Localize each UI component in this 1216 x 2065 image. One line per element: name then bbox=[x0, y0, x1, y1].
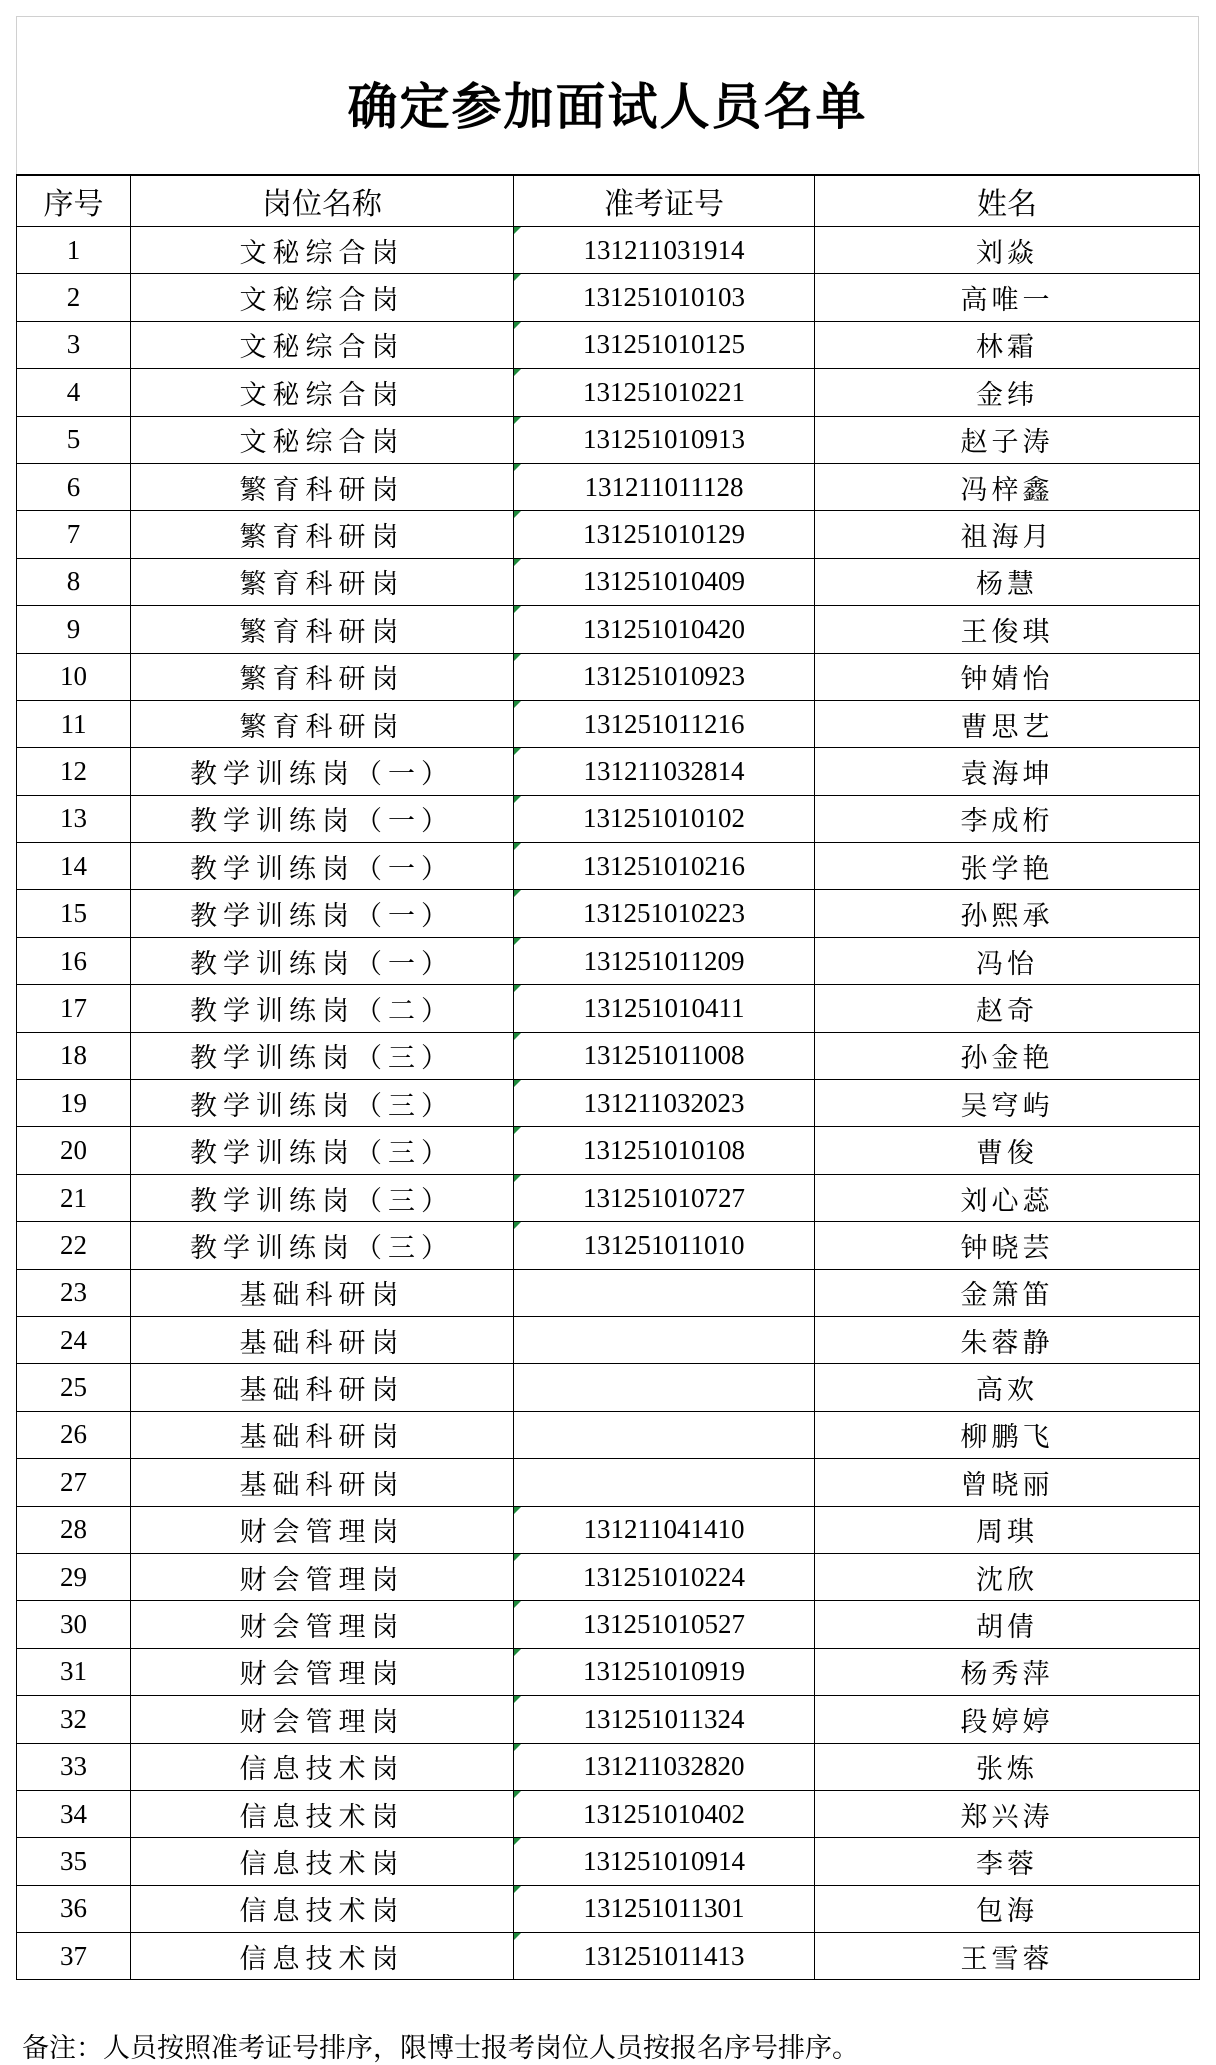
cell-exam-id[interactable] bbox=[514, 1174, 815, 1221]
text-number-marker-icon bbox=[514, 1175, 521, 1182]
cell-exam-id[interactable] bbox=[514, 1553, 815, 1600]
cell-position[interactable]: 基础科研岗 bbox=[131, 1411, 514, 1458]
cell-position[interactable]: 文秘综合岗 bbox=[131, 416, 514, 463]
cell-name[interactable]: 钟婧怡 bbox=[815, 653, 1200, 700]
cell-exam-id[interactable] bbox=[514, 558, 815, 605]
exam-id-text: 131211032023 bbox=[583, 1087, 745, 1118]
exam-id-text: 131251011216 bbox=[583, 708, 745, 739]
cell-name[interactable]: 王俊琪 bbox=[815, 606, 1200, 653]
page-title: 确定参加面试人员名单 bbox=[347, 77, 868, 136]
cell-name[interactable]: 杨慧 bbox=[815, 558, 1200, 605]
cell-position[interactable]: 繁育科研岗 bbox=[131, 606, 514, 653]
cell-name[interactable]: 金箫笛 bbox=[815, 1269, 1200, 1316]
cell-name[interactable]: 郑兴涛 bbox=[815, 1790, 1200, 1837]
cell-seq[interactable]: 10 bbox=[17, 653, 131, 700]
exam-id-text: 131251011413 bbox=[583, 1940, 745, 1971]
cell-name[interactable]: 高唯一 bbox=[815, 274, 1200, 321]
cell-exam-id[interactable] bbox=[514, 463, 815, 510]
cell-seq[interactable]: 29 bbox=[17, 1553, 131, 1600]
table-row bbox=[17, 1316, 1200, 1363]
footnote: 备注：人员按照准考证号排序，限博士报考岗位人员按报名序号排序。 bbox=[22, 2033, 859, 2064]
cell-seq[interactable]: 20 bbox=[17, 1127, 131, 1174]
table-row bbox=[17, 1127, 1200, 1174]
cell-seq[interactable]: 25 bbox=[17, 1364, 131, 1411]
exam-id-text: 131251010224 bbox=[583, 1561, 745, 1592]
table-body bbox=[17, 227, 1200, 1980]
cell-name[interactable]: 高欢 bbox=[815, 1364, 1200, 1411]
cell-name[interactable]: 曹思艺 bbox=[815, 700, 1200, 747]
cell-seq[interactable]: 23 bbox=[17, 1269, 131, 1316]
table-row bbox=[17, 416, 1200, 463]
text-number-marker-icon bbox=[514, 1933, 521, 1940]
text-number-marker-icon bbox=[514, 1838, 521, 1845]
cell-exam-id[interactable] bbox=[514, 653, 815, 700]
cell-name[interactable]: 孙熙承 bbox=[815, 890, 1200, 937]
table-row bbox=[17, 890, 1200, 937]
cell-exam-id[interactable] bbox=[514, 1316, 815, 1363]
text-number-marker-icon bbox=[514, 1080, 521, 1087]
exam-id-text: 131251010221 bbox=[583, 376, 745, 407]
cell-seq[interactable]: 3 bbox=[17, 321, 131, 368]
cell-seq[interactable]: 26 bbox=[17, 1411, 131, 1458]
text-number-marker-icon bbox=[514, 985, 521, 992]
exam-id-text: 131211041410 bbox=[583, 1514, 745, 1545]
table-row bbox=[17, 1222, 1200, 1269]
cell-position[interactable]: 文秘综合岗 bbox=[131, 321, 514, 368]
table-row bbox=[17, 1838, 1200, 1885]
table-row bbox=[17, 748, 1200, 795]
exam-id-text: 131251010125 bbox=[583, 329, 745, 360]
table-header-row bbox=[17, 175, 1200, 227]
cell-position[interactable]: 教学训练岗（一） bbox=[131, 748, 514, 795]
table-row bbox=[17, 1032, 1200, 1079]
text-number-marker-icon bbox=[514, 322, 521, 329]
table-row bbox=[17, 985, 1200, 1032]
cell-seq[interactable]: 5 bbox=[17, 416, 131, 463]
table-row bbox=[17, 1601, 1200, 1648]
text-number-marker-icon bbox=[514, 938, 521, 945]
text-number-marker-icon bbox=[514, 1744, 521, 1751]
text-number-marker-icon bbox=[514, 748, 521, 755]
cell-seq[interactable]: 33 bbox=[17, 1743, 131, 1790]
cell-exam-id[interactable] bbox=[514, 274, 815, 321]
cell-exam-id[interactable] bbox=[514, 1032, 815, 1079]
cell-name[interactable]: 曾晓丽 bbox=[815, 1459, 1200, 1506]
table-row bbox=[17, 937, 1200, 984]
cell-exam-id[interactable] bbox=[514, 795, 815, 842]
cell-seq[interactable]: 9 bbox=[17, 606, 131, 653]
text-number-marker-icon bbox=[514, 559, 521, 566]
cell-name[interactable]: 祖海月 bbox=[815, 511, 1200, 558]
exam-id-text: 131211032814 bbox=[583, 755, 745, 786]
cell-position[interactable]: 信息技术岗 bbox=[131, 1933, 514, 1980]
text-number-marker-icon bbox=[514, 417, 521, 424]
cell-position[interactable]: 教学训练岗（一） bbox=[131, 937, 514, 984]
exam-id-text: 131251010914 bbox=[583, 1845, 745, 1876]
table-row bbox=[17, 1553, 1200, 1600]
text-number-marker-icon bbox=[514, 1554, 521, 1561]
cell-name[interactable]: 钟晓芸 bbox=[815, 1222, 1200, 1269]
cell-position[interactable]: 基础科研岗 bbox=[131, 1364, 514, 1411]
text-number-marker-icon bbox=[514, 606, 521, 613]
exam-id-text: 131211032820 bbox=[583, 1751, 745, 1782]
exam-id-text: 131251010402 bbox=[583, 1798, 745, 1829]
cell-name[interactable]: 朱蓉静 bbox=[815, 1316, 1200, 1363]
cell-exam-id[interactable] bbox=[514, 1411, 815, 1458]
text-number-marker-icon bbox=[514, 464, 521, 471]
exam-id-text: 131251011010 bbox=[583, 1229, 745, 1260]
cell-position[interactable]: 财会管理岗 bbox=[131, 1553, 514, 1600]
cell-exam-id[interactable] bbox=[514, 369, 815, 416]
cell-name[interactable]: 胡倩 bbox=[815, 1601, 1200, 1648]
table-row bbox=[17, 1885, 1200, 1932]
cell-exam-id[interactable] bbox=[514, 1222, 815, 1269]
cell-position[interactable]: 基础科研岗 bbox=[131, 1459, 514, 1506]
cell-name[interactable]: 沈欣 bbox=[815, 1553, 1200, 1600]
exam-id-text: 131251010923 bbox=[583, 661, 745, 692]
table-row bbox=[17, 1696, 1200, 1743]
exam-id-text: 131251011301 bbox=[583, 1893, 745, 1924]
table-row bbox=[17, 843, 1200, 890]
table-row bbox=[17, 1364, 1200, 1411]
text-number-marker-icon bbox=[514, 1649, 521, 1656]
cell-exam-id[interactable] bbox=[514, 1601, 815, 1648]
cell-position[interactable]: 教学训练岗（一） bbox=[131, 890, 514, 937]
cell-name[interactable]: 吴穹屿 bbox=[815, 1080, 1200, 1127]
cell-seq[interactable]: 37 bbox=[17, 1933, 131, 1980]
cell-position[interactable]: 财会管理岗 bbox=[131, 1601, 514, 1648]
cell-name[interactable]: 段婷婷 bbox=[815, 1696, 1200, 1743]
cell-exam-id[interactable] bbox=[514, 890, 815, 937]
cell-name[interactable]: 金纬 bbox=[815, 369, 1200, 416]
cell-name[interactable]: 刘心蕊 bbox=[815, 1174, 1200, 1221]
cell-position[interactable]: 基础科研岗 bbox=[131, 1269, 514, 1316]
cell-seq[interactable]: 14 bbox=[17, 843, 131, 890]
spreadsheet-sheet bbox=[16, 16, 1199, 2064]
cell-seq[interactable]: 19 bbox=[17, 1080, 131, 1127]
cell-exam-id[interactable] bbox=[514, 1885, 815, 1932]
table-row bbox=[17, 369, 1200, 416]
cell-exam-id[interactable] bbox=[514, 606, 815, 653]
table-row bbox=[17, 1269, 1200, 1316]
cell-name[interactable]: 王雪蓉 bbox=[815, 1933, 1200, 1980]
cell-name[interactable]: 孙金艳 bbox=[815, 1032, 1200, 1079]
cell-exam-id[interactable] bbox=[514, 1080, 815, 1127]
interview-roster-table bbox=[16, 174, 1200, 1980]
cell-seq[interactable]: 34 bbox=[17, 1790, 131, 1837]
table-row bbox=[17, 1648, 1200, 1695]
cell-seq[interactable]: 31 bbox=[17, 1648, 131, 1695]
cell-seq[interactable]: 12 bbox=[17, 748, 131, 795]
cell-position[interactable]: 财会管理岗 bbox=[131, 1506, 514, 1553]
text-number-marker-icon bbox=[514, 274, 521, 281]
cell-name[interactable]: 张学艳 bbox=[815, 843, 1200, 890]
cell-position[interactable]: 文秘综合岗 bbox=[131, 369, 514, 416]
table-row bbox=[17, 1080, 1200, 1127]
cell-seq[interactable]: 11 bbox=[17, 700, 131, 747]
exam-id-text: 131251010409 bbox=[583, 566, 745, 597]
exam-id-text: 131251010411 bbox=[583, 992, 745, 1023]
cell-seq[interactable]: 28 bbox=[17, 1506, 131, 1553]
text-number-marker-icon bbox=[514, 701, 521, 708]
cell-exam-id[interactable] bbox=[514, 1933, 815, 1980]
cell-position[interactable]: 信息技术岗 bbox=[131, 1885, 514, 1932]
cell-position[interactable]: 繁育科研岗 bbox=[131, 558, 514, 605]
cell-position[interactable]: 财会管理岗 bbox=[131, 1696, 514, 1743]
cell-name[interactable]: 李蓉 bbox=[815, 1838, 1200, 1885]
table-row bbox=[17, 558, 1200, 605]
text-number-marker-icon bbox=[514, 1601, 521, 1608]
cell-seq[interactable]: 27 bbox=[17, 1459, 131, 1506]
cell-seq[interactable]: 8 bbox=[17, 558, 131, 605]
cell-position[interactable]: 财会管理岗 bbox=[131, 1648, 514, 1695]
cell-seq[interactable]: 6 bbox=[17, 463, 131, 510]
text-number-marker-icon bbox=[514, 1696, 521, 1703]
table-row bbox=[17, 1459, 1200, 1506]
cell-exam-id[interactable] bbox=[514, 937, 815, 984]
exam-id-text: 131251011209 bbox=[583, 945, 745, 976]
cell-position[interactable]: 教学训练岗（三） bbox=[131, 1032, 514, 1079]
cell-position[interactable]: 教学训练岗（三） bbox=[131, 1174, 514, 1221]
exam-id-text: 131251010913 bbox=[583, 424, 745, 455]
cell-seq[interactable]: 2 bbox=[17, 274, 131, 321]
text-number-marker-icon bbox=[514, 511, 521, 518]
text-number-marker-icon bbox=[514, 369, 521, 376]
cell-name[interactable]: 刘焱 bbox=[815, 227, 1200, 274]
cell-seq[interactable]: 15 bbox=[17, 890, 131, 937]
cell-seq[interactable]: 21 bbox=[17, 1174, 131, 1221]
cell-position[interactable]: 信息技术岗 bbox=[131, 1790, 514, 1837]
text-number-marker-icon bbox=[514, 1886, 521, 1893]
table-row bbox=[17, 700, 1200, 747]
exam-id-text: 131251010727 bbox=[583, 1182, 745, 1213]
text-number-marker-icon bbox=[514, 890, 521, 897]
cell-name[interactable]: 李成桁 bbox=[815, 795, 1200, 842]
cell-exam-id[interactable] bbox=[514, 1648, 815, 1695]
text-number-marker-icon bbox=[514, 796, 521, 803]
cell-position[interactable]: 文秘综合岗 bbox=[131, 274, 514, 321]
exam-id-text: 131211031914 bbox=[583, 234, 745, 265]
header-exam-id: 准考证号 bbox=[514, 175, 815, 227]
table-row bbox=[17, 511, 1200, 558]
table-row bbox=[17, 795, 1200, 842]
cell-seq[interactable]: 36 bbox=[17, 1885, 131, 1932]
cell-exam-id[interactable] bbox=[514, 1696, 815, 1743]
cell-position[interactable]: 繁育科研岗 bbox=[131, 700, 514, 747]
header-name: 姓名 bbox=[815, 175, 1200, 227]
cell-name[interactable]: 袁海坤 bbox=[815, 748, 1200, 795]
cell-exam-id[interactable] bbox=[514, 843, 815, 890]
cell-name[interactable]: 赵子涛 bbox=[815, 416, 1200, 463]
table-row bbox=[17, 1790, 1200, 1837]
cell-seq[interactable]: 16 bbox=[17, 937, 131, 984]
cell-seq[interactable]: 18 bbox=[17, 1032, 131, 1079]
cell-position[interactable]: 基础科研岗 bbox=[131, 1316, 514, 1363]
cell-exam-id[interactable] bbox=[514, 1127, 815, 1174]
cell-position[interactable]: 文秘综合岗 bbox=[131, 227, 514, 274]
cell-name[interactable]: 曹俊 bbox=[815, 1127, 1200, 1174]
exam-id-text: 131251010919 bbox=[583, 1656, 745, 1687]
cell-seq[interactable]: 35 bbox=[17, 1838, 131, 1885]
text-number-marker-icon bbox=[514, 1791, 521, 1798]
cell-exam-id[interactable] bbox=[514, 1459, 815, 1506]
table-row bbox=[17, 1506, 1200, 1553]
cell-exam-id[interactable] bbox=[514, 1364, 815, 1411]
cell-position[interactable]: 教学训练岗（三） bbox=[131, 1127, 514, 1174]
cell-position[interactable]: 繁育科研岗 bbox=[131, 463, 514, 510]
cell-position[interactable]: 信息技术岗 bbox=[131, 1838, 514, 1885]
cell-name[interactable]: 冯怡 bbox=[815, 937, 1200, 984]
table-row bbox=[17, 653, 1200, 700]
cell-exam-id[interactable] bbox=[514, 748, 815, 795]
cell-exam-id[interactable] bbox=[514, 700, 815, 747]
text-number-marker-icon bbox=[514, 654, 521, 661]
cell-name[interactable]: 林霜 bbox=[815, 321, 1200, 368]
cell-position[interactable]: 教学训练岗（三） bbox=[131, 1222, 514, 1269]
cell-exam-id[interactable] bbox=[514, 511, 815, 558]
cell-position[interactable]: 繁育科研岗 bbox=[131, 511, 514, 558]
table-row bbox=[17, 606, 1200, 653]
text-number-marker-icon bbox=[514, 1222, 521, 1229]
cell-position[interactable]: 信息技术岗 bbox=[131, 1743, 514, 1790]
table-row bbox=[17, 321, 1200, 368]
cell-exam-id[interactable] bbox=[514, 227, 815, 274]
exam-id-text: 131251011324 bbox=[583, 1703, 745, 1734]
cell-seq[interactable]: 17 bbox=[17, 985, 131, 1032]
cell-position[interactable]: 教学训练岗（二） bbox=[131, 985, 514, 1032]
cell-name[interactable]: 冯梓鑫 bbox=[815, 463, 1200, 510]
exam-id-text: 131251010103 bbox=[583, 282, 745, 313]
table-row bbox=[17, 1933, 1200, 1980]
cell-position[interactable]: 繁育科研岗 bbox=[131, 653, 514, 700]
cell-name[interactable]: 包海 bbox=[815, 1885, 1200, 1932]
cell-seq[interactable]: 13 bbox=[17, 795, 131, 842]
exam-id-text: 131251010108 bbox=[583, 1135, 745, 1166]
exam-id-text: 131251011008 bbox=[583, 1040, 745, 1071]
cell-name[interactable]: 张炼 bbox=[815, 1743, 1200, 1790]
text-number-marker-icon bbox=[514, 1507, 521, 1514]
cell-exam-id[interactable] bbox=[514, 1743, 815, 1790]
exam-id-text: 131251010527 bbox=[583, 1609, 745, 1640]
cell-position[interactable]: 教学训练岗（一） bbox=[131, 795, 514, 842]
cell-seq[interactable]: 7 bbox=[17, 511, 131, 558]
text-number-marker-icon bbox=[514, 843, 521, 850]
cell-seq[interactable]: 1 bbox=[17, 227, 131, 274]
cell-exam-id[interactable] bbox=[514, 1506, 815, 1553]
cell-exam-id[interactable] bbox=[514, 321, 815, 368]
exam-id-text: 131251010102 bbox=[583, 803, 745, 834]
cell-seq[interactable]: 32 bbox=[17, 1696, 131, 1743]
text-number-marker-icon bbox=[514, 227, 521, 234]
cell-seq[interactable]: 24 bbox=[17, 1316, 131, 1363]
header-seq: 序号 bbox=[17, 175, 131, 227]
cell-exam-id[interactable] bbox=[514, 1790, 815, 1837]
title-area bbox=[16, 16, 1199, 175]
cell-position[interactable]: 教学训练岗（三） bbox=[131, 1080, 514, 1127]
cell-exam-id[interactable] bbox=[514, 416, 815, 463]
cell-name[interactable]: 周琪 bbox=[815, 1506, 1200, 1553]
exam-id-text: 131251010420 bbox=[583, 613, 745, 644]
table-row bbox=[17, 1743, 1200, 1790]
cell-name[interactable]: 杨秀萍 bbox=[815, 1648, 1200, 1695]
exam-id-text: 131251010216 bbox=[583, 850, 745, 881]
cell-exam-id[interactable] bbox=[514, 1269, 815, 1316]
exam-id-text: 131251010223 bbox=[583, 898, 745, 929]
cell-exam-id[interactable] bbox=[514, 985, 815, 1032]
table-row bbox=[17, 463, 1200, 510]
header-position: 岗位名称 bbox=[131, 175, 514, 227]
cell-seq[interactable]: 4 bbox=[17, 369, 131, 416]
table-row bbox=[17, 1174, 1200, 1221]
table-row bbox=[17, 274, 1200, 321]
exam-id-text: 131251010129 bbox=[583, 519, 745, 550]
cell-name[interactable]: 赵奇 bbox=[815, 985, 1200, 1032]
cell-seq[interactable]: 30 bbox=[17, 1601, 131, 1648]
table-row bbox=[17, 1411, 1200, 1458]
text-number-marker-icon bbox=[514, 1033, 521, 1040]
cell-name[interactable]: 柳鹏飞 bbox=[815, 1411, 1200, 1458]
text-number-marker-icon bbox=[514, 1127, 521, 1134]
cell-exam-id[interactable] bbox=[514, 1838, 815, 1885]
cell-seq[interactable]: 22 bbox=[17, 1222, 131, 1269]
cell-position[interactable]: 教学训练岗（一） bbox=[131, 843, 514, 890]
table-row bbox=[17, 227, 1200, 274]
exam-id-text: 131211011128 bbox=[584, 471, 744, 502]
